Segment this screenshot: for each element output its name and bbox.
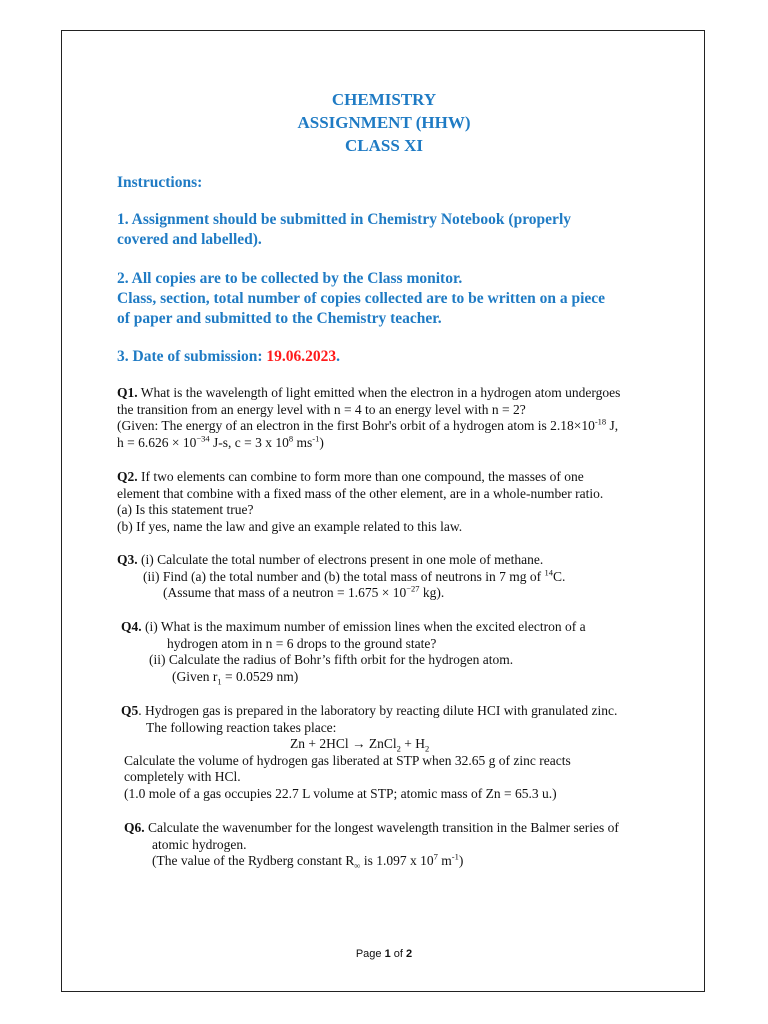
q4-line-2: hydrogen atom in n = 6 drops to the ground state? [167, 635, 437, 651]
q2-line-1: If two elements can combine to form more than one compound, the masses of one [137, 469, 584, 484]
q2-part-a: (a) Is this statement true? [117, 502, 254, 517]
page-number [0, 948, 768, 960]
instruction-1-line-1: 1. Assignment should be submitted in Chemistry Notebook (properly [117, 211, 571, 228]
q3-label: Q3. [117, 552, 138, 567]
q3-line-3: (Assume that mass of a neutron = $1.675 \times 10^{-27}$ kg). [163, 583, 445, 600]
q6-line-3: (The value of the Rydberg constant $R_\infty$ is 1.097 x $10^7$ $m^{-1}$) [152, 851, 464, 871]
question-5 [121, 703, 617, 802]
q3-line-1: (i) Calculate the total number of electrons present in one mole of methane. [137, 552, 544, 567]
page-number-total: 2 [406, 948, 413, 960]
q5-line-2: The following reaction takes place: [146, 719, 337, 735]
page-number-current: 1 [384, 948, 391, 960]
submission-date-period: . [336, 348, 341, 365]
instructions-heading: Instructions: [117, 174, 203, 191]
q6-label: Q6. [124, 820, 145, 835]
question-2 [117, 469, 603, 535]
subject-title: CHEMISTRY [331, 90, 437, 109]
question-6 [124, 820, 619, 870]
submission-date-label: 3. Date of submission: [117, 348, 267, 365]
class-title: CLASS XI [345, 136, 423, 155]
q6-line-1: Calculate the wavenumber for the longest wavelength transition in the Balmer series of [144, 820, 619, 835]
q5-label: Q5 [121, 703, 139, 718]
q5-line-3: Calculate the volume of hydrogen gas liberated at STP when 32.65 g of zinc reacts [124, 752, 571, 768]
q1-line-4: $h = 6.626 \times 10^{-34}$ J-s, c = 3 x $10^8$ $ms^{-1}$) [117, 433, 324, 450]
q2-line-2: element that combine with a fixed mass of the other element, are in a whole-number ratio. [117, 485, 604, 501]
page-number-prefix: Page [355, 948, 385, 960]
q6-line-2: atomic hydrogen. [152, 836, 247, 852]
q1-line-3: (Given: The energy of an electron in the first Bohr's orbit of a hydrogen atom is $2.18\times 10^{-18}$ J, [117, 416, 619, 433]
q4-line-3: (ii) Calculate the radius of Bohr’s fifth orbit for the hydrogen atom. [149, 652, 514, 667]
q2-label: Q2. [117, 469, 138, 484]
q2-part-b: (b) If yes, name the law and give an example related to this law. [117, 518, 463, 534]
page-number-separator: of [390, 948, 407, 960]
q1-line-1: What is the wavelength of light emitted when the electron in a hydrogen atom undergoes [137, 385, 621, 400]
q4-label: Q4. [121, 619, 142, 634]
instruction-2-line-2: Class, section, total number of copies collected are to be written on a piece [117, 290, 606, 307]
instruction-1-line-2: covered and labelled). [117, 231, 262, 248]
instruction-2-line-3: of paper and submitted to the Chemistry teacher. [117, 310, 442, 327]
submission-date: 19.06.2023 [266, 348, 337, 365]
q5-line-5: (1.0 mole of a gas occupies 22.7 L volume at STP; atomic mass of Zn = 65.3 u.) [124, 785, 557, 801]
question-3 [117, 552, 565, 602]
q5-line-1: . Hydrogen gas is prepared in the laboratory by reacting dilute HCI with granulated zinc. [138, 703, 618, 718]
assignment-title: ASSIGNMENT (HHW) [297, 113, 471, 132]
instruction-1 [117, 210, 677, 250]
instruction-2-line-1: 2. All copies are to be collected by the Class monitor. [117, 270, 463, 287]
q4-line-1: (i) What is the maximum number of emission lines when the excited electron of a [141, 619, 586, 634]
q4-line-4: (Given $r_1 = 0.0529$ nm) [172, 668, 299, 687]
instruction-2 [117, 269, 677, 329]
q1-line-2: the transition from an energy level with n = 4 to an energy level with n = 2? [117, 401, 526, 417]
q1-label: Q1. [117, 385, 138, 400]
q3-line-2: (ii) Find (a) the total number and (b) the total mass of neutrons in 7 mg of $^{14}$C. [143, 567, 566, 584]
question-1 [117, 385, 620, 451]
q5-equation: Zn + 2HCl → ZnCl$_2$ + $H_2$ [290, 736, 430, 754]
instruction-3 [117, 347, 677, 367]
q5-line-4: completely with HCl. [124, 769, 241, 784]
question-4 [121, 619, 586, 685]
